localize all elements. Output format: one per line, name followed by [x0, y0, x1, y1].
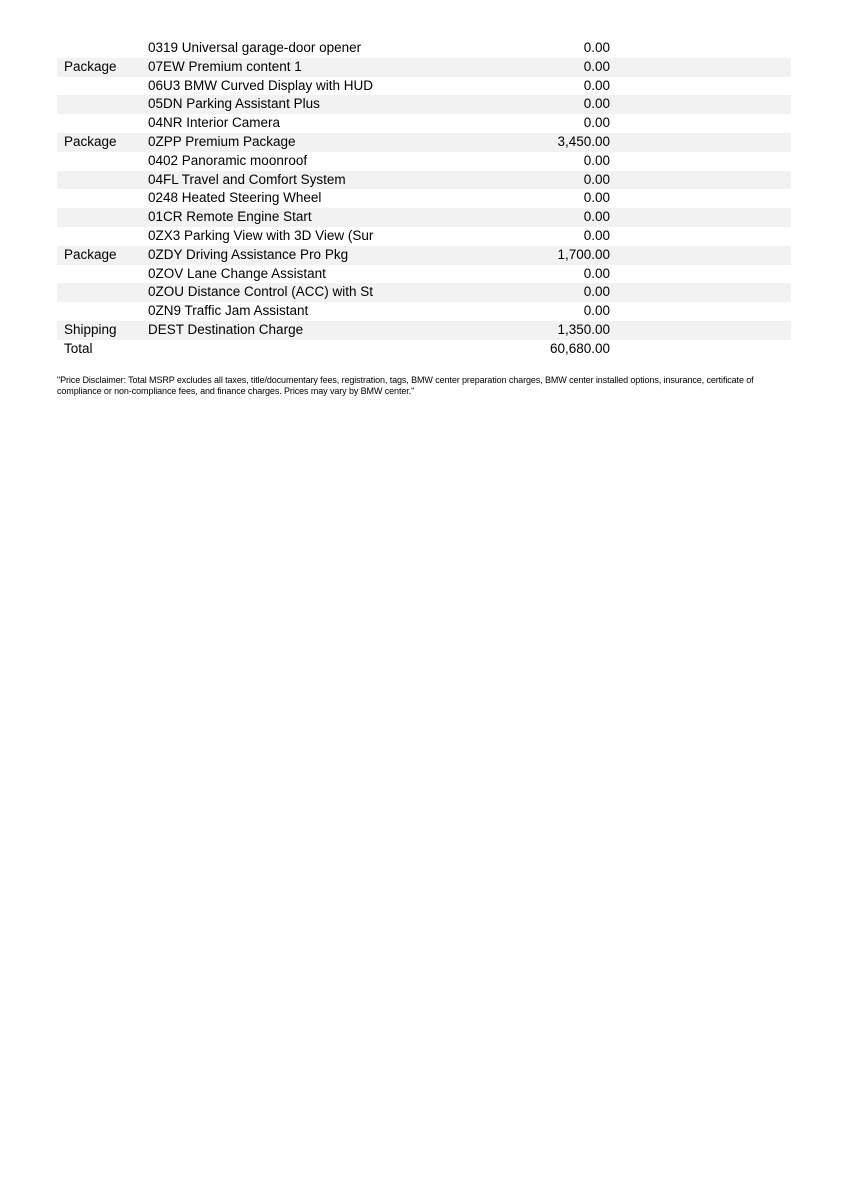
row-price: 0.00: [583, 265, 610, 281]
table-row: [57, 171, 791, 190]
row-description: [148, 340, 480, 359]
row-price: 0.00: [583, 77, 610, 93]
row-category: [57, 114, 148, 133]
row-price: 0.00: [583, 58, 610, 74]
row-category: [57, 227, 148, 246]
row-category: [57, 95, 148, 114]
table-row: [57, 95, 791, 114]
row-price: 1,350.00: [557, 321, 610, 337]
row-description: 04FL Travel and Comfort System: [148, 171, 346, 187]
row-category: Package: [64, 58, 117, 74]
table-row: [57, 302, 791, 321]
row-category: [57, 39, 148, 58]
table-row: [57, 321, 791, 340]
price-disclaimer: "Price Disclaimer: Total MSRP excludes all taxes, title/documentary fees, registration, tags, BMW center preparation charges, BMW center installed options, insurance, certificate of compliance or non-compliance fees, and finance charges. Prices may vary by BMW center.": [57, 374, 754, 397]
row-price: 0.00: [583, 152, 610, 168]
row-description: 0402 Panoramic moonroof: [148, 152, 308, 168]
row-price: 0.00: [583, 227, 610, 243]
row-price: 0.00: [583, 303, 610, 319]
row-description: 0ZX3 Parking View with 3D View (Sur: [148, 227, 374, 243]
row-price: 60,680.00: [549, 340, 610, 356]
row-price: 0.00: [583, 171, 610, 187]
row-category: [57, 208, 148, 227]
row-price: 0.00: [583, 190, 610, 206]
table-row: [57, 189, 791, 208]
row-description: 06U3 BMW Curved Display with HUD: [148, 77, 374, 93]
table-row: [57, 265, 791, 284]
table-row: [57, 114, 791, 133]
row-description: 0ZN9 Traffic Jam Assistant: [148, 303, 309, 319]
row-description: 04NR Interior Camera: [148, 115, 281, 131]
vehicle-options-table: [57, 39, 791, 359]
table-row: [57, 340, 791, 359]
row-description: 0ZPP Premium Package: [148, 133, 296, 149]
row-category: Package: [64, 246, 117, 262]
row-description: 07EW Premium content 1: [148, 58, 302, 74]
row-category: [57, 152, 148, 171]
table-row: [57, 39, 791, 58]
row-description: 0319 Universal garage-door opener: [148, 40, 362, 55]
row-category: Total: [64, 340, 93, 356]
row-category: Package: [64, 133, 117, 149]
table-row: [57, 208, 791, 227]
row-category: [57, 283, 148, 302]
table-row: [57, 152, 791, 171]
row-description: 0248 Heated Steering Wheel: [148, 190, 322, 206]
table-row: [57, 133, 791, 152]
table-row: [57, 227, 791, 246]
table-row: [57, 58, 791, 77]
row-price: 0.00: [583, 284, 610, 300]
row-price: 0.00: [583, 40, 610, 55]
row-price: 0.00: [583, 115, 610, 131]
row-description: 05DN Parking Assistant Plus: [148, 96, 320, 112]
row-description: 0ZOV Lane Change Assistant: [148, 265, 326, 281]
row-description: 01CR Remote Engine Start: [148, 209, 312, 225]
table-row: [57, 246, 791, 265]
document-page: [57, 39, 791, 398]
row-category: [57, 171, 148, 190]
table-row: [57, 77, 791, 96]
row-category: [57, 302, 148, 321]
row-category: [57, 77, 148, 96]
row-price: 0.00: [583, 96, 610, 112]
row-description: 0ZOU Distance Control (ACC) with St: [148, 284, 374, 300]
row-category: Shipping: [64, 321, 117, 337]
row-price: 3,450.00: [557, 133, 610, 149]
row-description: DEST Destination Charge: [148, 321, 304, 337]
row-category: [57, 189, 148, 208]
row-price: 0.00: [583, 209, 610, 225]
table-row: [57, 283, 791, 302]
row-price: 1,700.00: [557, 246, 610, 262]
row-category: [57, 265, 148, 284]
row-description: 0ZDY Driving Assistance Pro Pkg: [148, 246, 349, 262]
